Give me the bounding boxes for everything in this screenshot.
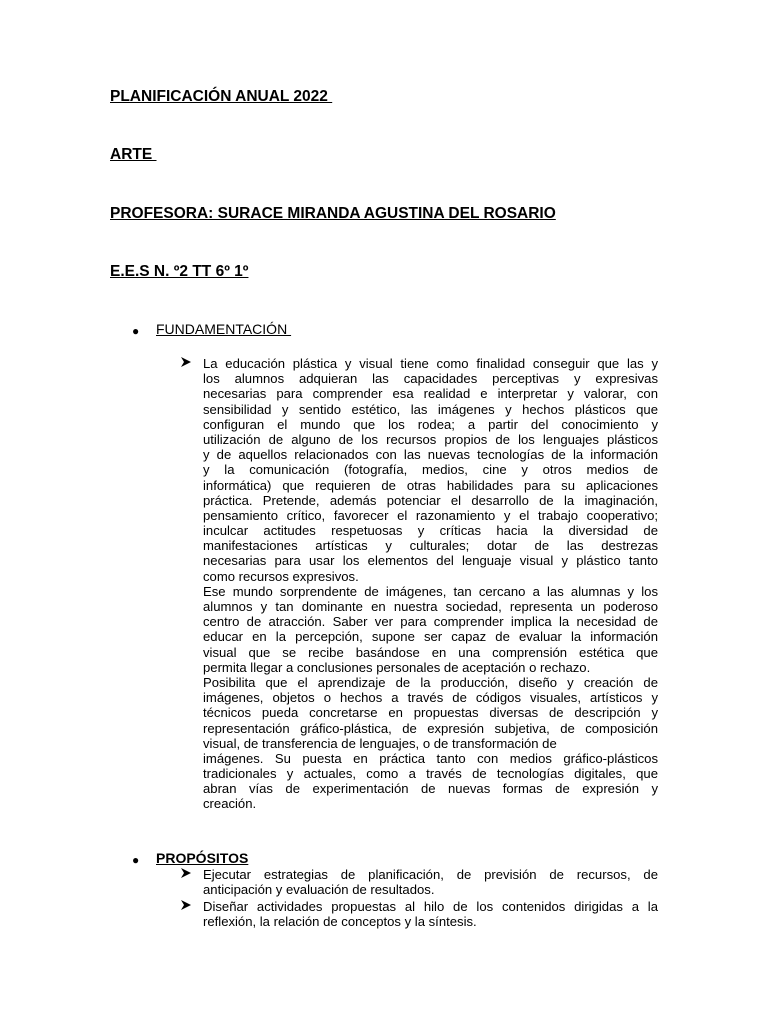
- paragraph-line: visual que se recibe basándose en una comprensión estética que: [203, 644, 658, 660]
- paragraph-line: pensamiento crítico, favorecer el razonamiento y el trabajo cooperativo;: [203, 507, 658, 523]
- proposito-item: [203, 867, 658, 897]
- paragraph-line: sensibilidad y sentido estético, las imágenes y hechos plásticos que: [203, 401, 658, 417]
- proposito-item: [203, 899, 658, 929]
- section-title-propositos: PROPÓSITOS: [156, 850, 249, 866]
- paragraph-line: manifestaciones artísticas y culturales; dotar de las destrezas: [203, 538, 658, 554]
- fundamentacion-paragraph: [203, 356, 658, 812]
- paragraph-line: creación.: [203, 796, 257, 812]
- paragraph-line: y de aquellos relacionados con las nuevas tecnologías de la información: [203, 447, 658, 463]
- paragraph-line: técnicos pueda concretarse en propuestas diversas de descripción y: [203, 705, 658, 721]
- paragraph-line: permita llegar a conclusiones personales de aceptación o rechazo.: [203, 659, 591, 675]
- paragraph-line: imágenes. Su puesta en práctica tanto con medios gráfico-plásticos: [203, 750, 658, 766]
- paragraph-line: centro de atracción. Saber ver para comprender implica la necesidad de: [203, 614, 658, 630]
- paragraph-line: alumnos y tan dominante en nuestra sociedad, representa un poderoso: [203, 599, 658, 614]
- paragraph-line: visual, de transferencia de lenguajes, o de transformación de: [203, 735, 557, 751]
- document-title: PLANIFICACIÓN ANUAL 2022: [110, 88, 333, 105]
- section-title-fundamentacion: FUNDAMENTACIÓN: [156, 321, 292, 337]
- paragraph-line: educar en la percepción, supone ser capaz de evaluar la información: [203, 629, 658, 645]
- paragraph-line: como recursos expresivos.: [203, 568, 359, 584]
- arrow-bullet-icon: [180, 356, 192, 372]
- paragraph-line: inculcar actitudes respetuosas y críticas hacia la diversidad de: [203, 523, 658, 539]
- paragraph-line: imágenes, objetos o hechos a través de códigos visuales, artísticos y: [203, 690, 658, 706]
- arrow-bullet-icon: [180, 899, 192, 915]
- paragraph-line: Ese mundo sorprendente de imágenes, tan cercano a las alumnas y los: [203, 583, 658, 599]
- paragraph-line: tradicionales y actuales, como a través de tecnologías digitales, que: [203, 766, 658, 782]
- bullet-dot-icon: ●: [132, 324, 140, 338]
- paragraph-line: Posibilita que el aprendizaje de la producción, diseño y creación de: [203, 674, 658, 690]
- subject-heading: ARTE: [110, 146, 157, 163]
- paragraph-line: práctica. Pretende, además potenciar el desarrollo de la imaginación,: [203, 492, 658, 508]
- paragraph-line: representación gráfico-plástica, de expresión subjetiva, de composición: [203, 720, 658, 736]
- paragraph-line: utilización de alguno de los recursos propios de los lenguajes plásticos: [203, 431, 658, 447]
- teacher-heading: PROFESORA: SURACE MIRANDA AGUSTINA DEL ROSARIO: [110, 205, 556, 222]
- paragraph-line: necesarias para comprender esa realidad e interpretar y valorar, con: [203, 386, 658, 402]
- paragraph-line: informática) que requieren de otras habilidades para su aplicaciones: [203, 477, 658, 493]
- proposito-line: anticipación y evaluación de resultados.: [203, 882, 435, 898]
- proposito-line: Ejecutar estrategias de planificación, de previsión de recursos, de: [203, 867, 658, 882]
- paragraph-line: necesarias para usar los elementos del lenguaje visual y plástico tanto: [203, 553, 658, 569]
- school-heading: E.E.S N. º2 TT 6º 1º: [110, 263, 249, 280]
- paragraph-line: abran vías de experimentación de nuevas formas de expresión y: [203, 781, 658, 797]
- paragraph-line: y la comunicación (fotografía, medios, cine y otros medios de: [203, 462, 658, 478]
- paragraph-line: los alumnos adquieran las capacidades perceptivas y expresivas: [203, 371, 658, 387]
- proposito-line: reflexión, la relación de conceptos y la síntesis.: [203, 914, 477, 930]
- paragraph-line: La educación plástica y visual tiene como finalidad conseguir que las y: [203, 356, 658, 371]
- proposito-line: Diseñar actividades propuestas al hilo de los contenidos dirigidas a la: [203, 899, 658, 914]
- paragraph-line: configuran el mundo que los rodea; a partir del conocimiento y: [203, 416, 658, 432]
- bullet-dot-icon: ●: [132, 853, 140, 867]
- arrow-bullet-icon: [180, 867, 192, 883]
